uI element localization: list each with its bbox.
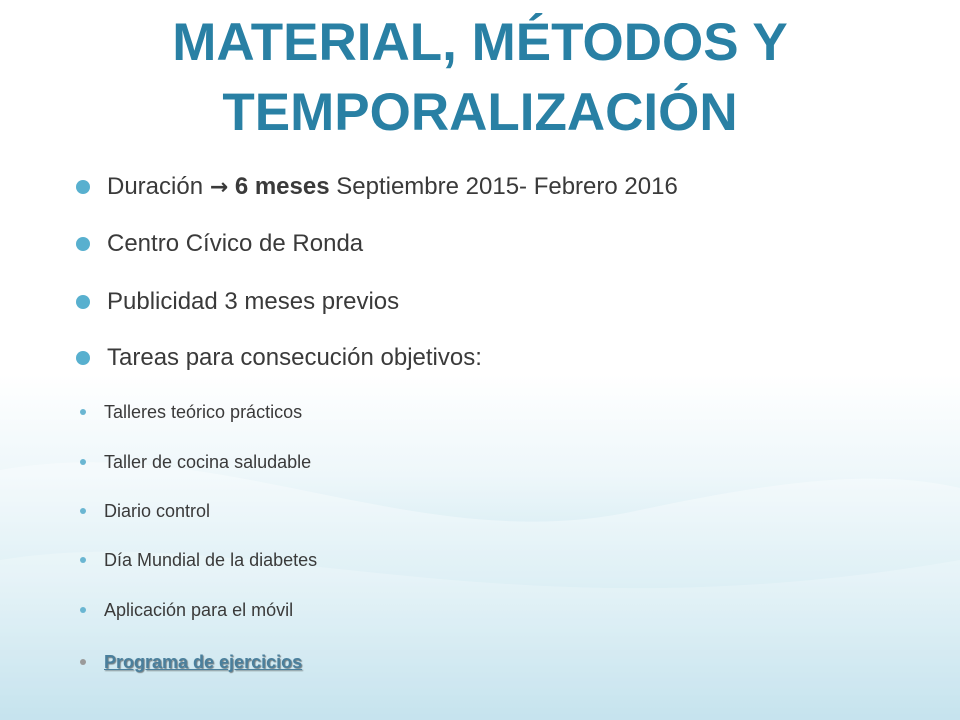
bullet-location: [76, 224, 363, 264]
subbullet-item: [80, 398, 302, 426]
bullet-text: [107, 173, 678, 201]
subbullet-dot-icon: [80, 557, 86, 563]
bullet-text: Publicidad 3 meses previos: [107, 288, 400, 315]
subbullet-item: [80, 448, 311, 476]
subbullet-dot-icon: [80, 409, 86, 415]
subbullet-item-exercise: [80, 648, 302, 676]
bullet-dot-icon: [76, 295, 90, 309]
bullet-dot-icon: [76, 351, 90, 365]
bullet-text: Centro Cívico de Ronda: [107, 230, 364, 257]
duration-value: 6 meses: [228, 173, 330, 200]
bullet-duration: [76, 167, 678, 207]
bullet-dot-icon: [76, 180, 90, 194]
subbullet-text: Talleres teórico prácticos: [104, 401, 303, 422]
exercise-program-link[interactable]: Programa de ejercicios: [104, 651, 303, 672]
subbullet-item: [80, 596, 293, 624]
slide-title: [0, 8, 960, 148]
bullet-publicity: [76, 282, 399, 322]
subbullet-dot-icon: [80, 659, 86, 665]
subbullet-dot-icon: [80, 607, 86, 613]
subbullet-dot-icon: [80, 508, 86, 514]
bullet-tasks: [76, 338, 482, 378]
title-line-1: MATERIAL, MÉTODOS Y: [172, 13, 788, 72]
subbullet-text: Diario control: [104, 500, 211, 521]
bullet-dot-icon: [76, 237, 90, 251]
subbullet-text: Aplicación para el móvil: [104, 599, 294, 620]
duration-label: Duración: [107, 173, 210, 200]
subbullet-dot-icon: [80, 459, 86, 465]
title-line-2: TEMPORALIZACIÓN: [222, 83, 738, 142]
subbullet-item: [80, 546, 317, 574]
subbullet-text: Taller de cocina saludable: [104, 451, 312, 472]
bullet-text: Tareas para consecución objetivos:: [107, 344, 482, 371]
subbullet-text: Día Mundial de la diabetes: [104, 549, 318, 570]
subbullet-item: [80, 497, 210, 525]
arrow-right-icon: →: [209, 175, 229, 200]
duration-dates: Septiembre 2015- Febrero 2016: [329, 173, 678, 200]
